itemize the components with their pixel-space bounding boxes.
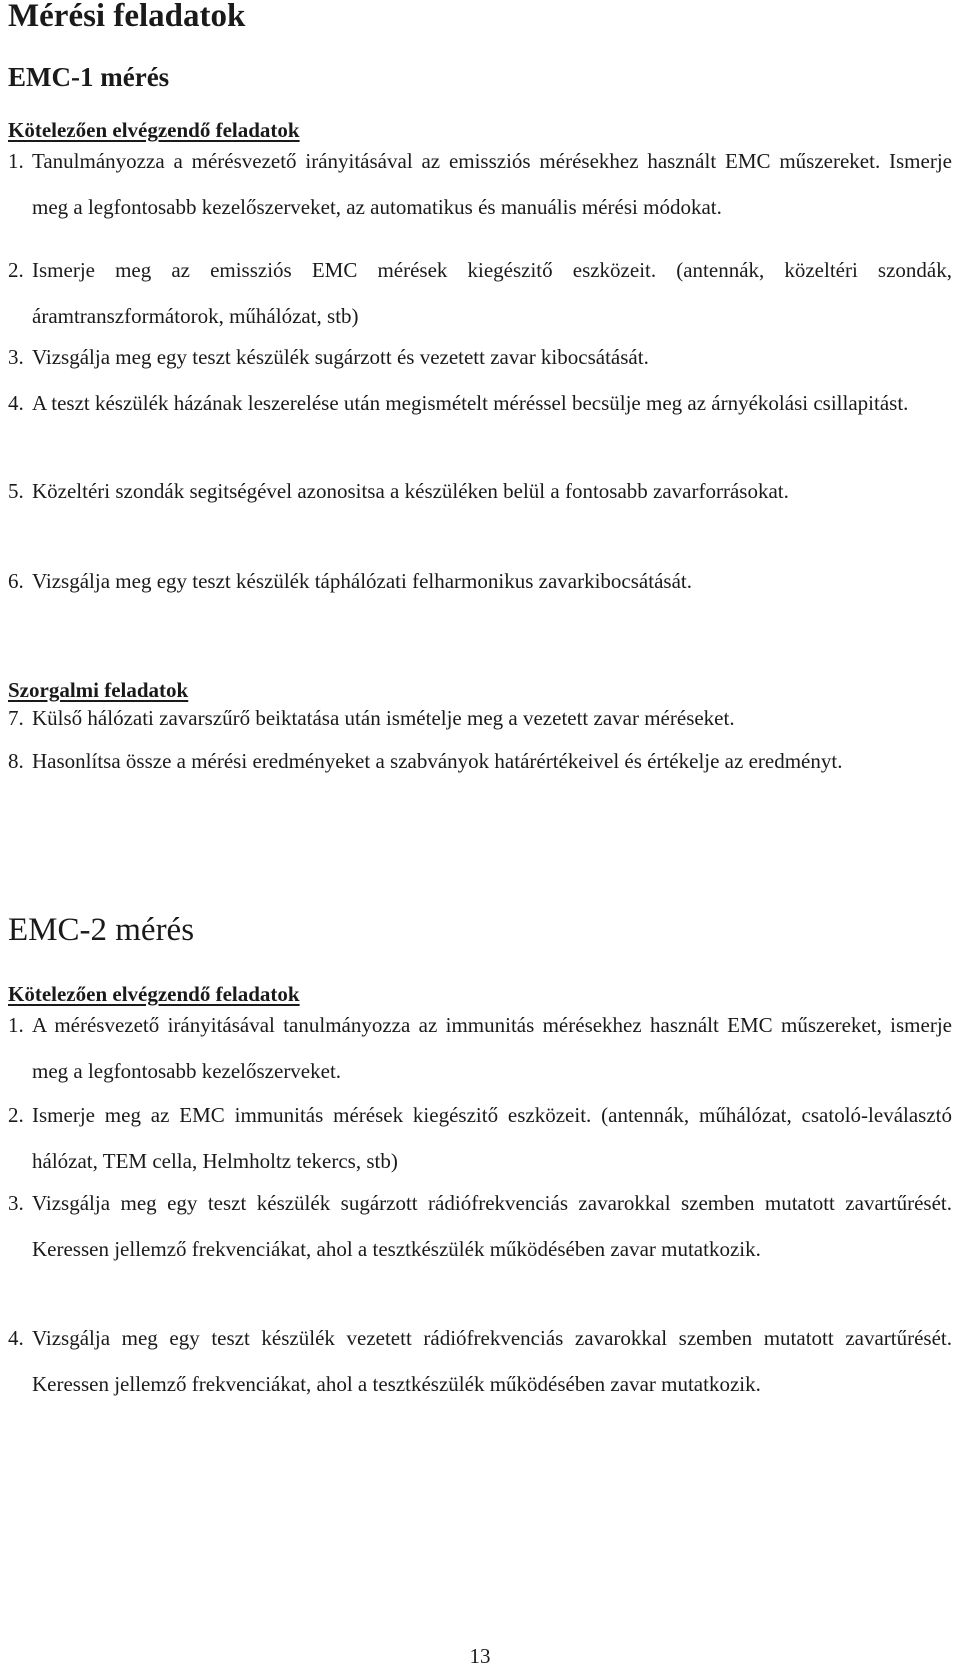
item-text: Tanulmányozza a mérésvezető irányitásával az emissziós mérésekhez használt EMC műszereket. Ismerje meg a legfontosabb kezelőszerveket, az automatikus és manuális mérési módokat. [32, 149, 952, 219]
page-number: 13 [469, 1644, 491, 1668]
emc2-item-1 [8, 1002, 952, 1094]
emc1-item-4 [8, 380, 952, 426]
emc2-heading: EMC-2 mérés [8, 912, 195, 948]
item-number: 7. [8, 706, 24, 730]
emc1-item-5 [8, 468, 952, 514]
emc1-item-1 [8, 138, 952, 230]
item-number: 1. [8, 1013, 24, 1037]
item-text: Vizsgálja meg egy teszt készülék sugárzott rádiófrekvenciás zavarokkal szemben mutatott zavartűrését. Keressen jellemző frekvenciákat, ahol a tesztkészülék működésében zavar mutatkozik. [32, 1191, 952, 1261]
emc1-item-2 [8, 247, 952, 339]
item-number: 1. [8, 149, 24, 173]
item-number: 8. [8, 749, 24, 773]
emc2-item-4 [8, 1315, 952, 1407]
item-number: 6. [8, 569, 24, 593]
item-text: Hasonlítsa össze a mérési eredményeket a szabványok határértékeivel és értékelje az eredményt. [32, 749, 843, 773]
item-number: 2. [8, 258, 24, 282]
item-text: Vizsgálja meg egy teszt készülék vezetett rádiófrekvenciás zavarokkal szemben mutatott zavartűrését. Keressen jellemző frekvenciákat, ahol a tesztkészülék működésében zavar mutatkozik. [32, 1326, 952, 1396]
item-number: 4. [8, 1326, 24, 1350]
emc1-item-7 [8, 695, 952, 741]
page-title: Mérési feladatok [8, 0, 246, 34]
emc1-heading: EMC-1 mérés [8, 62, 170, 92]
emc1-mandatory-heading: Kötelezően elvégzendő feladatok [8, 118, 300, 142]
item-text: Külső hálózati zavarszűrő beiktatása után ismételje meg a vezetett zavar méréseket. [32, 706, 735, 730]
item-text: A teszt készülék házának leszerelése után megismételt méréssel becsülje meg az árnyékolási csillapitást. [32, 391, 909, 415]
item-text: Közeltéri szondák segitségével azonositsa a készüléken belül a fontosabb zavarforrásokat. [32, 479, 789, 503]
item-text: Vizsgálja meg egy teszt készülék táphálózati felharmonikus zavarkibocsátását. [32, 569, 692, 593]
emc2-item-3 [8, 1180, 952, 1272]
item-number: 3. [8, 345, 24, 369]
item-number: 5. [8, 479, 24, 503]
item-text: A mérésvezető irányitásával tanulmányozza az immunitás mérésekhez használt EMC műszereket, ismerje meg a legfontosabb kezelőszerveket. [32, 1013, 952, 1083]
emc2-item-2 [8, 1092, 952, 1184]
emc2-mandatory-heading: Kötelezően elvégzendő feladatok [8, 982, 300, 1006]
emc1-item-3 [8, 334, 952, 380]
item-text: Vizsgálja meg egy teszt készülék sugárzott és vezetett zavar kibocsátását. [32, 345, 649, 369]
item-text: Ismerje meg az EMC immunitás mérések kiegészitő eszközeit. (antennák, műhálózat, csatoló-leválasztó hálózat, TEM cella, Helmholtz tekercs, stb) [32, 1103, 952, 1173]
item-number: 3. [8, 1191, 24, 1215]
emc1-item-8 [8, 738, 952, 784]
item-number: 2. [8, 1103, 24, 1127]
emc1-optional-heading: Szorgalmi feladatok [8, 678, 189, 702]
item-text: Ismerje meg az emissziós EMC mérések kiegészitő eszközeit. (antennák, közeltéri szondák, áramtranszformátorok, műhálózat, stb) [32, 258, 952, 328]
emc1-item-6 [8, 558, 952, 604]
item-number: 4. [8, 391, 24, 415]
